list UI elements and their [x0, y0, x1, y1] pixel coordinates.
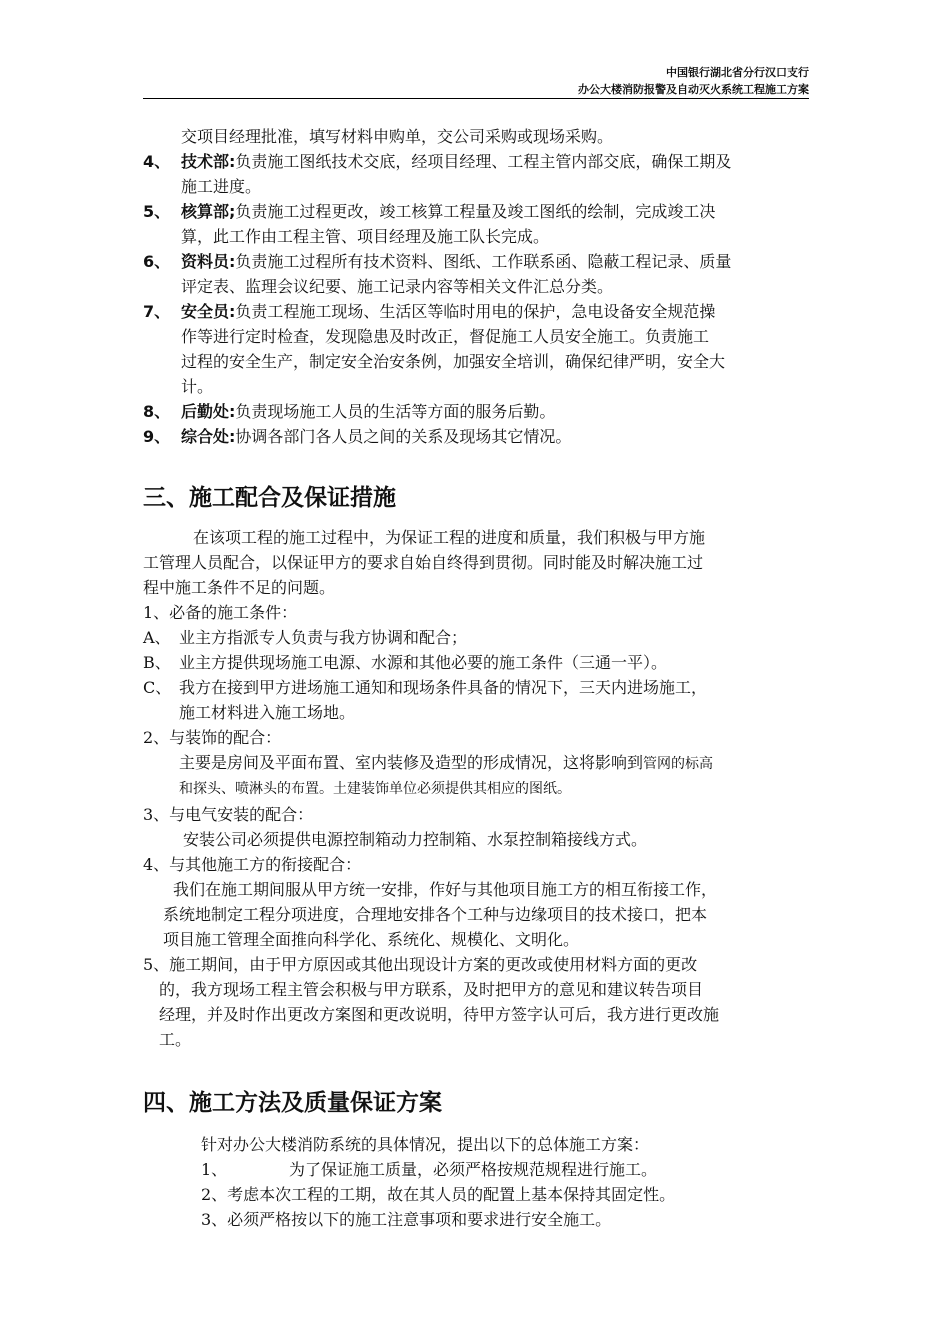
paragraph-line: 安装公司必须提供电源控制箱动力控制箱、水泵控制箱接线方式。 — [183, 830, 648, 849]
role-text: 过程的安全生产，制定安全治安条例，加强安全培训，确保纪律严明，安全大 — [181, 352, 726, 371]
paragraph-line: 和探头、喷淋头的布置。土建装饰单位必须提供其相应的图纸。 — [179, 781, 571, 797]
header-project: 办公大楼消防报警及自动灭火系统工程施工方案 — [578, 83, 809, 96]
paragraph-line: 在该项工程的施工过程中，为保证工程的进度和质量，我们积极与甲方施 — [193, 528, 706, 547]
list-marker: B、 — [143, 653, 171, 672]
role-text: 作等进行定时检查，发现隐患及时改正，督促施工人员安全施工。负责施工 — [181, 327, 710, 346]
role-num: 9、 — [143, 427, 171, 446]
paragraph-text: 主要是房间及平面布置、室内装修及造型的形成情况，这将影响到 — [179, 753, 644, 772]
list-item: 业主方指派专人负责与我方协调和配合； — [179, 628, 468, 647]
section3-intro — [143, 525, 813, 600]
list-item: 3、必须严格按以下的施工注意事项和要求进行安全施工。 — [201, 1210, 612, 1229]
role-title: 综合处: — [181, 427, 236, 446]
paragraph-line: 系统地制定工程分项进度，合理地安排各个工种与边缘项目的技术接口，把本 — [163, 905, 708, 924]
subsection-title: 3、与电气安装的配合： — [143, 805, 314, 824]
paragraph-line: 经理，并及时作出更改方案图和更改说明，待甲方签字认可后，我方进行更改施 — [159, 1005, 720, 1024]
list-item: 我方在接到甲方进场施工通知和现场条件具备的情况下，三天内进场施工， — [179, 678, 708, 697]
role-safety — [143, 299, 813, 399]
role-title: 后勤处: — [181, 402, 236, 421]
document-body — [143, 124, 813, 1232]
list-marker: 1、 — [201, 1160, 228, 1179]
list-marker: C、 — [143, 678, 172, 697]
role-text: 协调各部门各人员之间的关系及现场其它情况。 — [235, 427, 572, 446]
role-text: 负责工程施工现场、生活区等临时用电的保护，急电设备安全规范操 — [235, 302, 716, 321]
paragraph-line: 针对办公大楼消防系统的具体情况，提出以下的总体施工方案： — [201, 1135, 650, 1154]
list-marker: A、 — [143, 628, 171, 647]
paragraph-text-small: 管网的标高 — [643, 756, 714, 772]
role-text: 算，此工作由工程主管、项目经理及施工队长完成。 — [181, 227, 550, 246]
role-num: 5、 — [143, 202, 171, 221]
role-num: 6、 — [143, 252, 171, 271]
role-general — [143, 424, 813, 449]
section3-heading: 三、施工配合及保证措施 — [143, 485, 396, 511]
section4-heading: 四、施工方法及质量保证方案 — [143, 1090, 442, 1116]
role-title: 安全员: — [181, 302, 236, 321]
role-accounting — [143, 199, 813, 249]
header-rule — [143, 98, 809, 99]
subsection-title: 1、必备的施工条件： — [143, 603, 298, 622]
role-num: 8、 — [143, 402, 171, 421]
intro-line: 交项目经理批准，填写材料申购单，交公司采购或现场采购。 — [181, 127, 614, 146]
list-item-continuation: 施工材料进入施工场地。 — [179, 703, 356, 722]
list-item: 业主方提供现场施工电源、水源和其他必要的施工条件（三通一平）。 — [179, 653, 668, 672]
role-logistics — [143, 399, 813, 424]
role-text: 评定表、监理会议纪要、施工记录内容等相关文件汇总分类。 — [181, 277, 614, 296]
role-text: 计。 — [181, 377, 214, 396]
paragraph-line: 的，我方现场工程主管会积极与甲方联系，及时把甲方的意见和建议转告项目 — [159, 980, 704, 999]
paragraph-line — [143, 750, 813, 777]
role-title: 技术部: — [181, 152, 236, 171]
list-item: 2、考虑本次工程的工期，故在其人员的配置上基本保持其固定性。 — [201, 1185, 676, 1204]
role-text: 负责施工过程更改，竣工核算工程量及竣工图纸的绘制，完成竣工决 — [235, 202, 716, 221]
subsection-title: 4、与其他施工方的衔接配合： — [143, 855, 362, 874]
paragraph-line: 我们在施工期间服从甲方统一安排，作好与其他项目施工方的相互衔接工作， — [173, 880, 718, 899]
role-num: 4、 — [143, 152, 171, 171]
role-text: 施工进度。 — [181, 177, 262, 196]
paragraph-line: 5、施工期间，由于甲方原因或其他出现设计方案的更改或使用材料方面的更改 — [143, 955, 698, 974]
role-text: 负责现场施工人员的生活等方面的服务后勤。 — [235, 402, 556, 421]
paragraph-line: 项目施工管理全面推向科学化、系统化、规模化、文明化。 — [163, 930, 580, 949]
list-item: 为了保证施工质量，必须严格按规范规程进行施工。 — [289, 1160, 658, 1179]
role-num: 7、 — [143, 302, 171, 321]
role-text: 负责施工图纸技术交底，经项目经理、工程主管内部交底，确保工期及 — [235, 152, 732, 171]
subsection-title: 2、与装饰的配合： — [143, 728, 282, 747]
header-org: 中国银行湖北省分行汉口支行 — [666, 66, 809, 79]
page-header — [143, 64, 809, 98]
paragraph-line: 程中施工条件不足的问题。 — [143, 578, 336, 597]
role-title: 资料员: — [181, 252, 236, 271]
role-documents — [143, 249, 813, 299]
paragraph-line: 工管理人员配合，以保证甲方的要求自始自终得到贯彻。同时能及时解决施工过 — [143, 553, 704, 572]
role-title: 核算部; — [181, 202, 236, 221]
role-text: 负责施工过程所有技术资料、图纸、工作联系函、隐蔽工程记录、质量 — [235, 252, 732, 271]
paragraph-line: 工。 — [159, 1030, 192, 1049]
role-tech — [143, 149, 813, 199]
